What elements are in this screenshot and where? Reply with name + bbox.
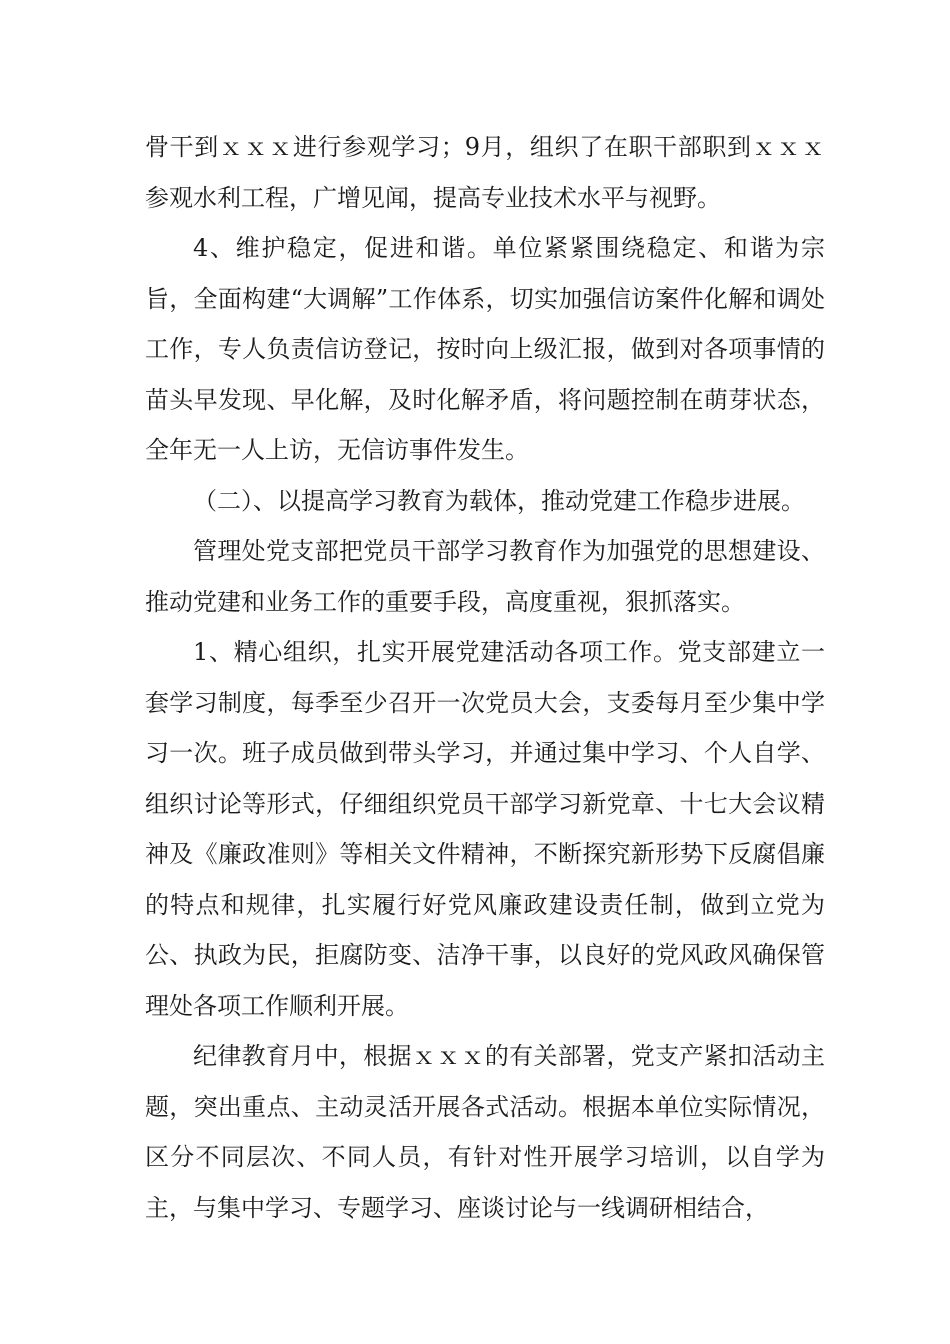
document-body [145, 122, 825, 1233]
paragraph-party-branch: 管理处党支部把党员干部学习教育作为加强党的思想建设、推动党建和业务工作的重要手段，高度重视，狠抓落实。 [145, 537, 825, 616]
paragraph-maintain-stability: 4、维护稳定，促进和谐。单位紧紧围绕稳定、和谐为宗旨，全面构建“大调解”工作体系，切实加强信访案件化解和调处工作，专人负责信访登记，按时向上级汇报，做到对各项事情的苗头早发现、早化解，及时化解矛盾，将问题控制在萌芽状态，全年无一人上访，无信访事件发生。 [145, 234, 825, 464]
paragraph-continuation: 骨干到ｘｘｘ进行参观学习；9月，组织了在职干部职到ｘｘｘ参观水利工程，广增见闻，提高专业技术水平与视野。 [145, 133, 825, 212]
section-heading-two: （二）、以提高学习教育为载体，推动党建工作稳步进展。 [193, 486, 805, 515]
paragraph-organize-carefully: 1、精心组织，扎实开展党建活动各项工作。党支部建立一套学习制度，每季至少召开一次党员大会，支委每月至少集中学习一次。班子成员做到带头学习，并通过集中学习、个人自学、组织讨论等形式，仔细组织党员干部学习新党章、十七大会议精神及《廉政准则》等相关文件精神，不断探究新形势下反腐倡廉的特点和规律，扎实履行好党风廉政建设责任制，做到立党为公、执政为民，拒腐防变、洁净干事，以良好的党风政风确保管理处各项工作顺利开展。 [145, 638, 825, 1020]
paragraph-discipline-month: 纪律教育月中，根据ｘｘｘ的有关部署，党支产紧扣活动主题，突出重点、主动灵活开展各式活动。根据本单位实际情况，区分不同层次、不同人员，有针对性开展学习培训，以自学为主，与集中学习、专题学习、座谈讨论与一线调研相结合， [145, 1042, 825, 1222]
